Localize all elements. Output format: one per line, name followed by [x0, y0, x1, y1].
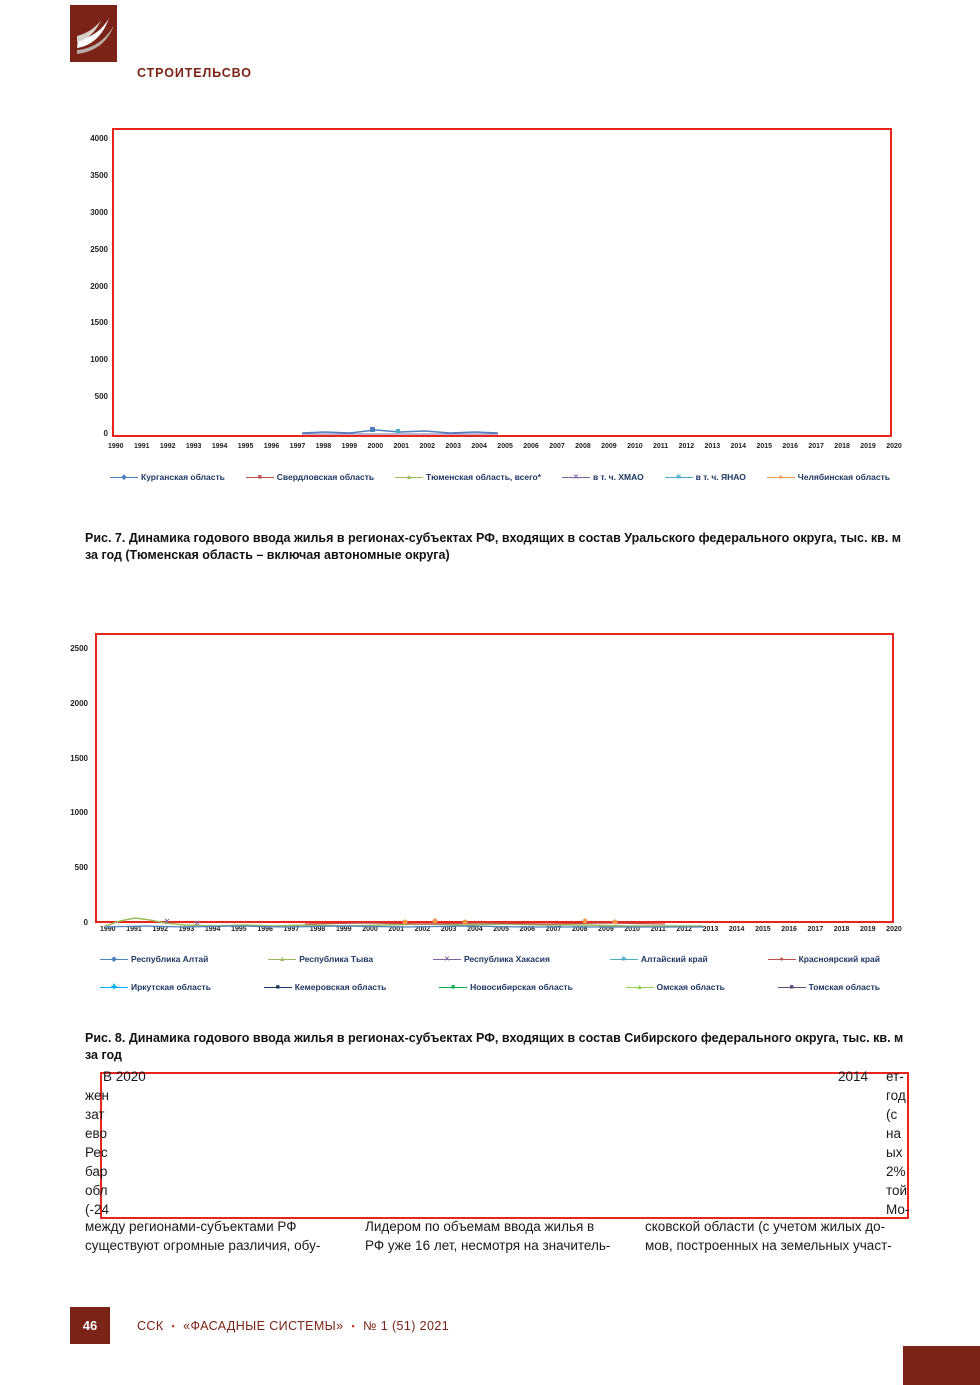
text-fragment: (с [886, 1107, 898, 1122]
fig8-y-axis [55, 644, 88, 927]
x-tick-label: 1995 [231, 926, 247, 933]
legend-item [767, 472, 890, 482]
text-fragment: ет- [886, 1069, 904, 1084]
x-tick-label: 1999 [341, 443, 358, 450]
series-marker-icon: ◆ [110, 473, 138, 482]
text-line: мов, построенных на земельных участ- [645, 1238, 892, 1253]
figure8-caption: Рис. 8. Динамика годового ввода жилья в регионах-субъектах РФ, входящих в состав Сибирского федерального округа, тыс. кв. м за год [85, 1031, 904, 1062]
x-tick-label: 2016 [782, 443, 798, 450]
series-label: Свердловская область [276, 472, 375, 482]
x-tick-label: 2004 [471, 443, 487, 450]
y-tick-label: 3000 [90, 207, 108, 217]
x-tick-label: 2018 [834, 443, 850, 450]
series-label: в т. ч. ЯНАО [695, 472, 746, 482]
series-label: Республика Тыва [299, 954, 374, 964]
legend-item [626, 982, 725, 992]
body-fragment: 2014 [838, 1069, 869, 1084]
x-tick-label: 2017 [808, 443, 824, 450]
series-label: Томская область [808, 982, 880, 992]
text-fragment: ых [886, 1145, 903, 1160]
series-label: Республика Хакасия [463, 954, 550, 964]
series-marker-icon: ■ [439, 983, 467, 992]
y-tick-label: 2500 [90, 244, 108, 254]
footer-segment: ▪ № 1 (51) 2021 [343, 1319, 449, 1333]
x-tick-label: 2001 [388, 926, 404, 933]
corner-brand-block [903, 1346, 980, 1385]
text-line: сковской области (с учетом жилых до- [645, 1219, 886, 1234]
footer-line [137, 1319, 449, 1333]
y-tick-label: 500 [74, 863, 88, 873]
y-tick-label: 1500 [90, 318, 108, 328]
x-tick-label: 2000 [362, 926, 378, 933]
series-label: Кемеровская область [294, 982, 387, 992]
x-tick-label: 2013 [704, 443, 721, 450]
legend-item [433, 954, 550, 964]
text-fragment: (-24 [85, 1202, 110, 1217]
body-column-1 [85, 1217, 351, 1255]
y-tick-label: 3500 [90, 170, 108, 180]
series-marker-icon: ✕ [562, 473, 590, 482]
x-tick-label: 2004 [467, 926, 483, 933]
fig7-plot-redaction [112, 128, 892, 437]
text-fragment: год [886, 1088, 906, 1103]
x-tick-label: 2008 [571, 926, 588, 933]
legend-item [268, 954, 373, 964]
x-tick-label: 2019 [859, 926, 876, 933]
x-tick-label: 2006 [519, 926, 536, 933]
legend-item [110, 472, 225, 482]
body-column-3 [645, 1217, 911, 1255]
text-line: Лидером по объемам ввода жилья в [365, 1219, 595, 1234]
x-tick-label: 1998 [315, 443, 332, 450]
x-tick-label: 2011 [653, 443, 669, 450]
series-marker-icon: ▲ [268, 955, 296, 964]
x-tick-label: 2012 [676, 926, 692, 933]
series-label: Республика Алтай [131, 954, 209, 964]
series-marker-icon: ● [767, 473, 795, 482]
series-marker-icon: ■ [246, 473, 274, 482]
x-tick-label: 2010 [624, 926, 640, 933]
fig7-legend [110, 472, 890, 482]
series-marker-icon: ■ [778, 983, 806, 992]
x-tick-label: 2012 [678, 443, 695, 450]
x-tick-label: 1995 [237, 443, 254, 450]
fig8-legend-row2 [100, 982, 880, 992]
fig8-data-remnant [105, 915, 705, 929]
text-line: между регионами-субъектами РФ [85, 1219, 297, 1234]
footer-segment: ССК [137, 1319, 164, 1333]
fig7-y-axis [85, 134, 108, 438]
text-fragment: 2% [886, 1164, 906, 1179]
figure7-caption: Рис. 7. Динамика годового ввода жилья в регионах-субъектах РФ, входящих в состав Уральского федерального округа, тыс. кв. м за год (Тюменская область – включая автономные округа) [85, 531, 902, 562]
x-tick-label: 1991 [126, 926, 142, 933]
series-marker-icon: ✳ [610, 955, 638, 964]
fig8-plot-redaction [95, 633, 894, 923]
x-tick-label: 2006 [523, 443, 539, 450]
y-tick-label: 4000 [90, 134, 108, 143]
legend-item [264, 982, 387, 992]
text-fragment: зат [85, 1107, 105, 1122]
x-tick-label: 1992 [159, 443, 176, 450]
y-tick-label: 1000 [90, 355, 108, 365]
x-tick-label: 1994 [211, 443, 228, 450]
fig7-data-remnant [300, 424, 500, 436]
legend-item [395, 472, 541, 482]
series-label: Челябинская область [797, 472, 890, 482]
x-tick-label: 1998 [309, 926, 326, 933]
figure7-chart [85, 118, 907, 503]
legend-item [768, 954, 880, 964]
body-paragraph-start: В 2020 [103, 1069, 146, 1084]
text-line: РФ уже 16 лет, несмотря на значитель- [365, 1238, 611, 1253]
x-tick-label: 1992 [152, 926, 169, 933]
x-tick-label: 1997 [289, 443, 306, 450]
x-tick-label: 2020 [886, 443, 902, 450]
x-tick-label: 2016 [781, 926, 797, 933]
x-tick-label: 2007 [545, 926, 562, 933]
series-marker-icon: ✕ [433, 955, 461, 964]
x-tick-label: 2015 [756, 443, 773, 450]
series-label: Иркутская область [131, 982, 211, 992]
body-right-edge-fragments [886, 1067, 909, 1219]
legend-item [665, 472, 746, 482]
x-tick-label: 1991 [133, 443, 150, 450]
x-tick-label: 1996 [263, 443, 280, 450]
legend-item [439, 982, 573, 992]
x-tick-label: 1993 [178, 926, 195, 933]
legend-item [100, 954, 208, 964]
x-tick-label: 1999 [335, 926, 352, 933]
y-tick-label: 1500 [70, 753, 88, 763]
text-fragment: Мо- [886, 1202, 910, 1217]
series-label: Тюменская область, всего* [426, 472, 542, 482]
x-tick-label: 1996 [257, 926, 273, 933]
text-fragment: на [886, 1126, 901, 1141]
text-redaction [100, 1072, 909, 1219]
y-tick-label: 500 [94, 392, 108, 402]
series-marker-icon: ▲ [395, 473, 423, 482]
footer-segment: ▪ «ФАСАДНЫЕ СИСТЕМЫ» [164, 1319, 344, 1333]
x-tick-label: 2009 [601, 443, 617, 450]
text-fragment: жен [85, 1088, 109, 1103]
y-tick-label: 0 [103, 429, 108, 438]
text-line: существуют огромные различия, обу- [85, 1238, 321, 1253]
x-tick-label: 2007 [549, 443, 565, 450]
x-tick-label: 2002 [414, 926, 431, 933]
x-tick-label: 2015 [755, 926, 771, 933]
page-number: 46 [70, 1307, 110, 1344]
x-tick-label: 2014 [730, 443, 747, 450]
legend-item [778, 982, 880, 992]
x-tick-label: 1990 [108, 443, 124, 450]
series-marker-icon: ◆ [100, 955, 128, 964]
series-label: Омская область [656, 982, 725, 992]
x-tick-label: 2020 [886, 926, 902, 933]
text-fragment: Рес [85, 1145, 108, 1160]
x-tick-label: 1993 [185, 443, 202, 450]
text-fragment: ево [85, 1126, 108, 1141]
x-tick-label: 2014 [728, 926, 745, 933]
legend-item [100, 982, 211, 992]
series-marker-icon: ▲ [626, 983, 654, 992]
publisher-logo [70, 5, 117, 62]
x-tick-label: 2005 [497, 443, 513, 450]
legend-item [562, 472, 644, 482]
x-tick-label: 2010 [627, 443, 643, 450]
body-column-2 [365, 1217, 631, 1255]
x-tick-label: 2000 [367, 443, 384, 450]
x-tick-label: 2002 [419, 443, 436, 450]
series-label: Новосибирская область [470, 982, 573, 992]
x-tick-label: 2018 [833, 926, 850, 933]
x-tick-label: 1994 [204, 926, 221, 933]
text-fragment: той [886, 1183, 908, 1198]
x-tick-label: 2001 [393, 443, 410, 450]
series-label: в т. ч. ХМАО [592, 472, 644, 482]
x-tick-label: 2019 [860, 443, 876, 450]
x-tick-label: 2003 [445, 443, 461, 450]
x-tick-label: 1990 [100, 926, 116, 933]
text-fragment: бар [85, 1164, 108, 1179]
series-label: Алтайский край [640, 954, 708, 964]
fig7-x-axis [108, 443, 902, 450]
text-fragment: обл [85, 1183, 108, 1198]
x-tick-label: 1997 [283, 926, 300, 933]
section-title: СТРОИТЕЛЬСВО [137, 66, 252, 80]
series-marker-icon: ✳ [665, 473, 693, 482]
x-tick-label: 2009 [598, 926, 614, 933]
series-marker-icon: ● [768, 955, 796, 964]
legend-item [246, 472, 374, 482]
swoosh-icon [70, 5, 117, 62]
x-tick-label: 2003 [440, 926, 457, 933]
x-tick-label: 2017 [807, 926, 824, 933]
x-tick-label: 2011 [650, 926, 666, 933]
figure8-chart [55, 628, 907, 1010]
y-tick-label: 2000 [90, 281, 108, 291]
x-tick-label: 2013 [702, 926, 719, 933]
y-tick-label: 2500 [70, 644, 88, 653]
series-label: Красноярский край [798, 954, 880, 964]
legend-item [610, 954, 708, 964]
y-tick-label: 2000 [70, 698, 88, 708]
series-marker-icon: ✚ [100, 983, 128, 992]
x-tick-label: 2005 [493, 926, 509, 933]
x-tick-label: 2008 [575, 443, 591, 450]
series-label: Курганская область [141, 472, 225, 482]
body-left-edge-fragments [85, 1086, 109, 1219]
y-tick-label: 0 [83, 917, 88, 927]
fig8-legend-row1 [100, 954, 880, 964]
series-marker-icon: ■ [264, 983, 292, 992]
y-tick-label: 1000 [70, 808, 88, 818]
